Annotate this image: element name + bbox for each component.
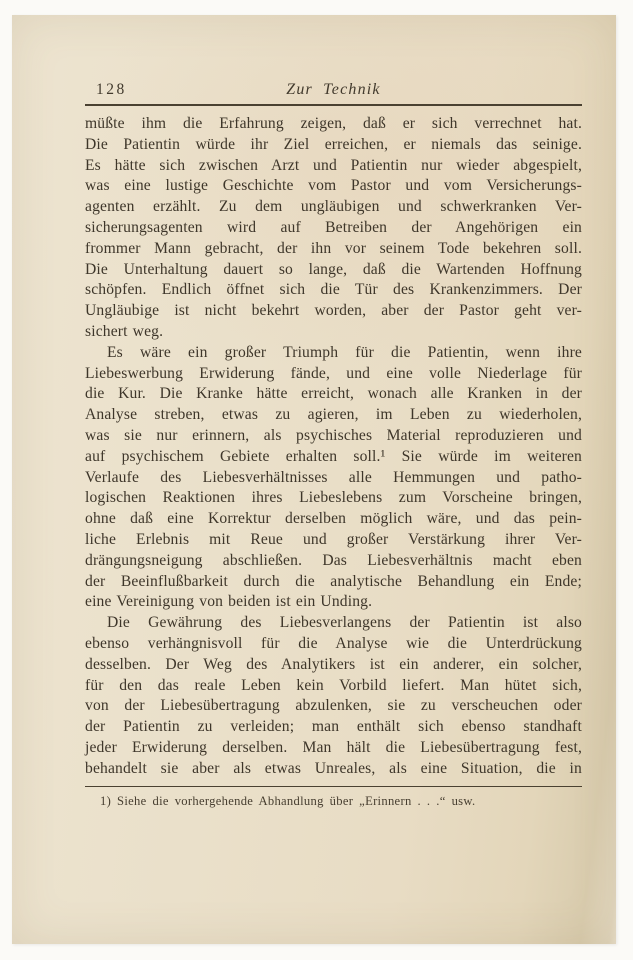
text-line: eine Vereinigung von beiden ist ein Unding.: [85, 593, 373, 611]
header-rule: [85, 104, 582, 106]
text-line: ebenso verhängnisvoll für die Analyse wie die Unterdrückung: [85, 634, 582, 652]
text-line: agenten erzählt. Zu dem ungläubigen und schwerkranken Ver-: [85, 198, 582, 216]
scanned-book-page: [12, 15, 616, 944]
text-line: was sie nur erinnern, als psychisches Material reproduzieren und: [85, 426, 582, 444]
text-line: auf psychischem Gebiete erhalten soll.¹ Sie würde im weiteren: [85, 447, 582, 465]
text-line: jeder Erwiderung derselben. Man hält die Liebesübertragung fest,: [85, 738, 582, 756]
text-line: Verlaufe des Liebesverhältnisses alle Hemmungen und patho-: [85, 468, 582, 486]
text-line: behandelt sie aber als etwas Unreales, als eine Situation, die in: [85, 759, 582, 777]
text-line: der Beeinflußbarkeit durch die analytische Behandlung ein Ende;: [85, 572, 582, 590]
text-line: Ungläubige ist nicht bekehrt worden, aber der Pastor geht ver-: [85, 302, 582, 320]
text-line: Es wäre ein großer Triumph für die Patientin, wenn ihre: [107, 343, 582, 361]
text-line: frommer Mann gebracht, der ihn vor seinem Tode bekehren soll.: [85, 239, 582, 257]
text-line: der Patientin zu verleiden; man enthält sich ebenso standhaft: [85, 718, 582, 736]
text-line: Die Patientin würde ihr Ziel erreichen, er niemals das seinige.: [85, 135, 582, 153]
text-line: logischen Reaktionen ihres Liebeslebens zum Vorscheine bringen,: [85, 489, 582, 507]
footnote-rule: [85, 786, 582, 787]
text-line: sicherungsagenten wird auf Betreiben der Angehörigen ein: [85, 218, 582, 236]
text-line: von der Liebesübertragung abzulenken, sie zu verscheuchen oder: [85, 697, 582, 715]
text-line: liche Erlebnis mit Reue und großer Verstärkung ihrer Ver-: [85, 530, 582, 548]
text-line: sichert weg.: [85, 322, 164, 340]
text-line: müßte ihm die Erfahrung zeigen, daß er sich verrechnet hat.: [85, 115, 582, 132]
text-line: für den das reale Leben kein Vorbild liefert. Man hütet sich,: [85, 676, 582, 694]
text-line: desselben. Der Weg des Analytikers ist ein anderer, ein solcher,: [85, 655, 582, 673]
body-text: [85, 114, 582, 780]
text-line: Die Gewährung des Liebesverlangens der Patientin ist also: [107, 614, 582, 632]
footnote-text: 1) Siehe die vorhergehende Abhandlung über „Erinnern . . .“ usw.: [100, 794, 476, 808]
text-line: Es hätte sich zwischen Arzt und Patientin nur wieder abgespielt,: [85, 156, 582, 174]
text-line: die Kur. Die Kranke hätte erreicht, wonach alle Kranken in der: [85, 385, 582, 403]
text-line: drängungsneigung abschließen. Das Liebesverhältnis macht eben: [85, 551, 582, 569]
running-title: Zur Technik: [286, 81, 381, 98]
page-number: 128: [96, 81, 127, 98]
text-line: was eine lustige Geschichte vom Pastor und vom Versicherungs-: [85, 177, 582, 195]
text-line: Liebeswerbung Erwiderung fände, und eine volle Niederlage für: [85, 364, 582, 382]
text-line: Analyse streben, etwas zu agieren, im Leben zu wiederholen,: [85, 406, 582, 424]
text-line: schöpfen. Endlich öffnet sich die Tür des Krankenzimmers. Der: [85, 281, 582, 299]
page-header: [85, 81, 582, 103]
text-line: Die Unterhaltung dauert so lange, daß die Wartenden Hoffnung: [85, 260, 582, 278]
text-line: ohne daß eine Korrektur derselben möglich wäre, und das pein-: [85, 510, 582, 528]
